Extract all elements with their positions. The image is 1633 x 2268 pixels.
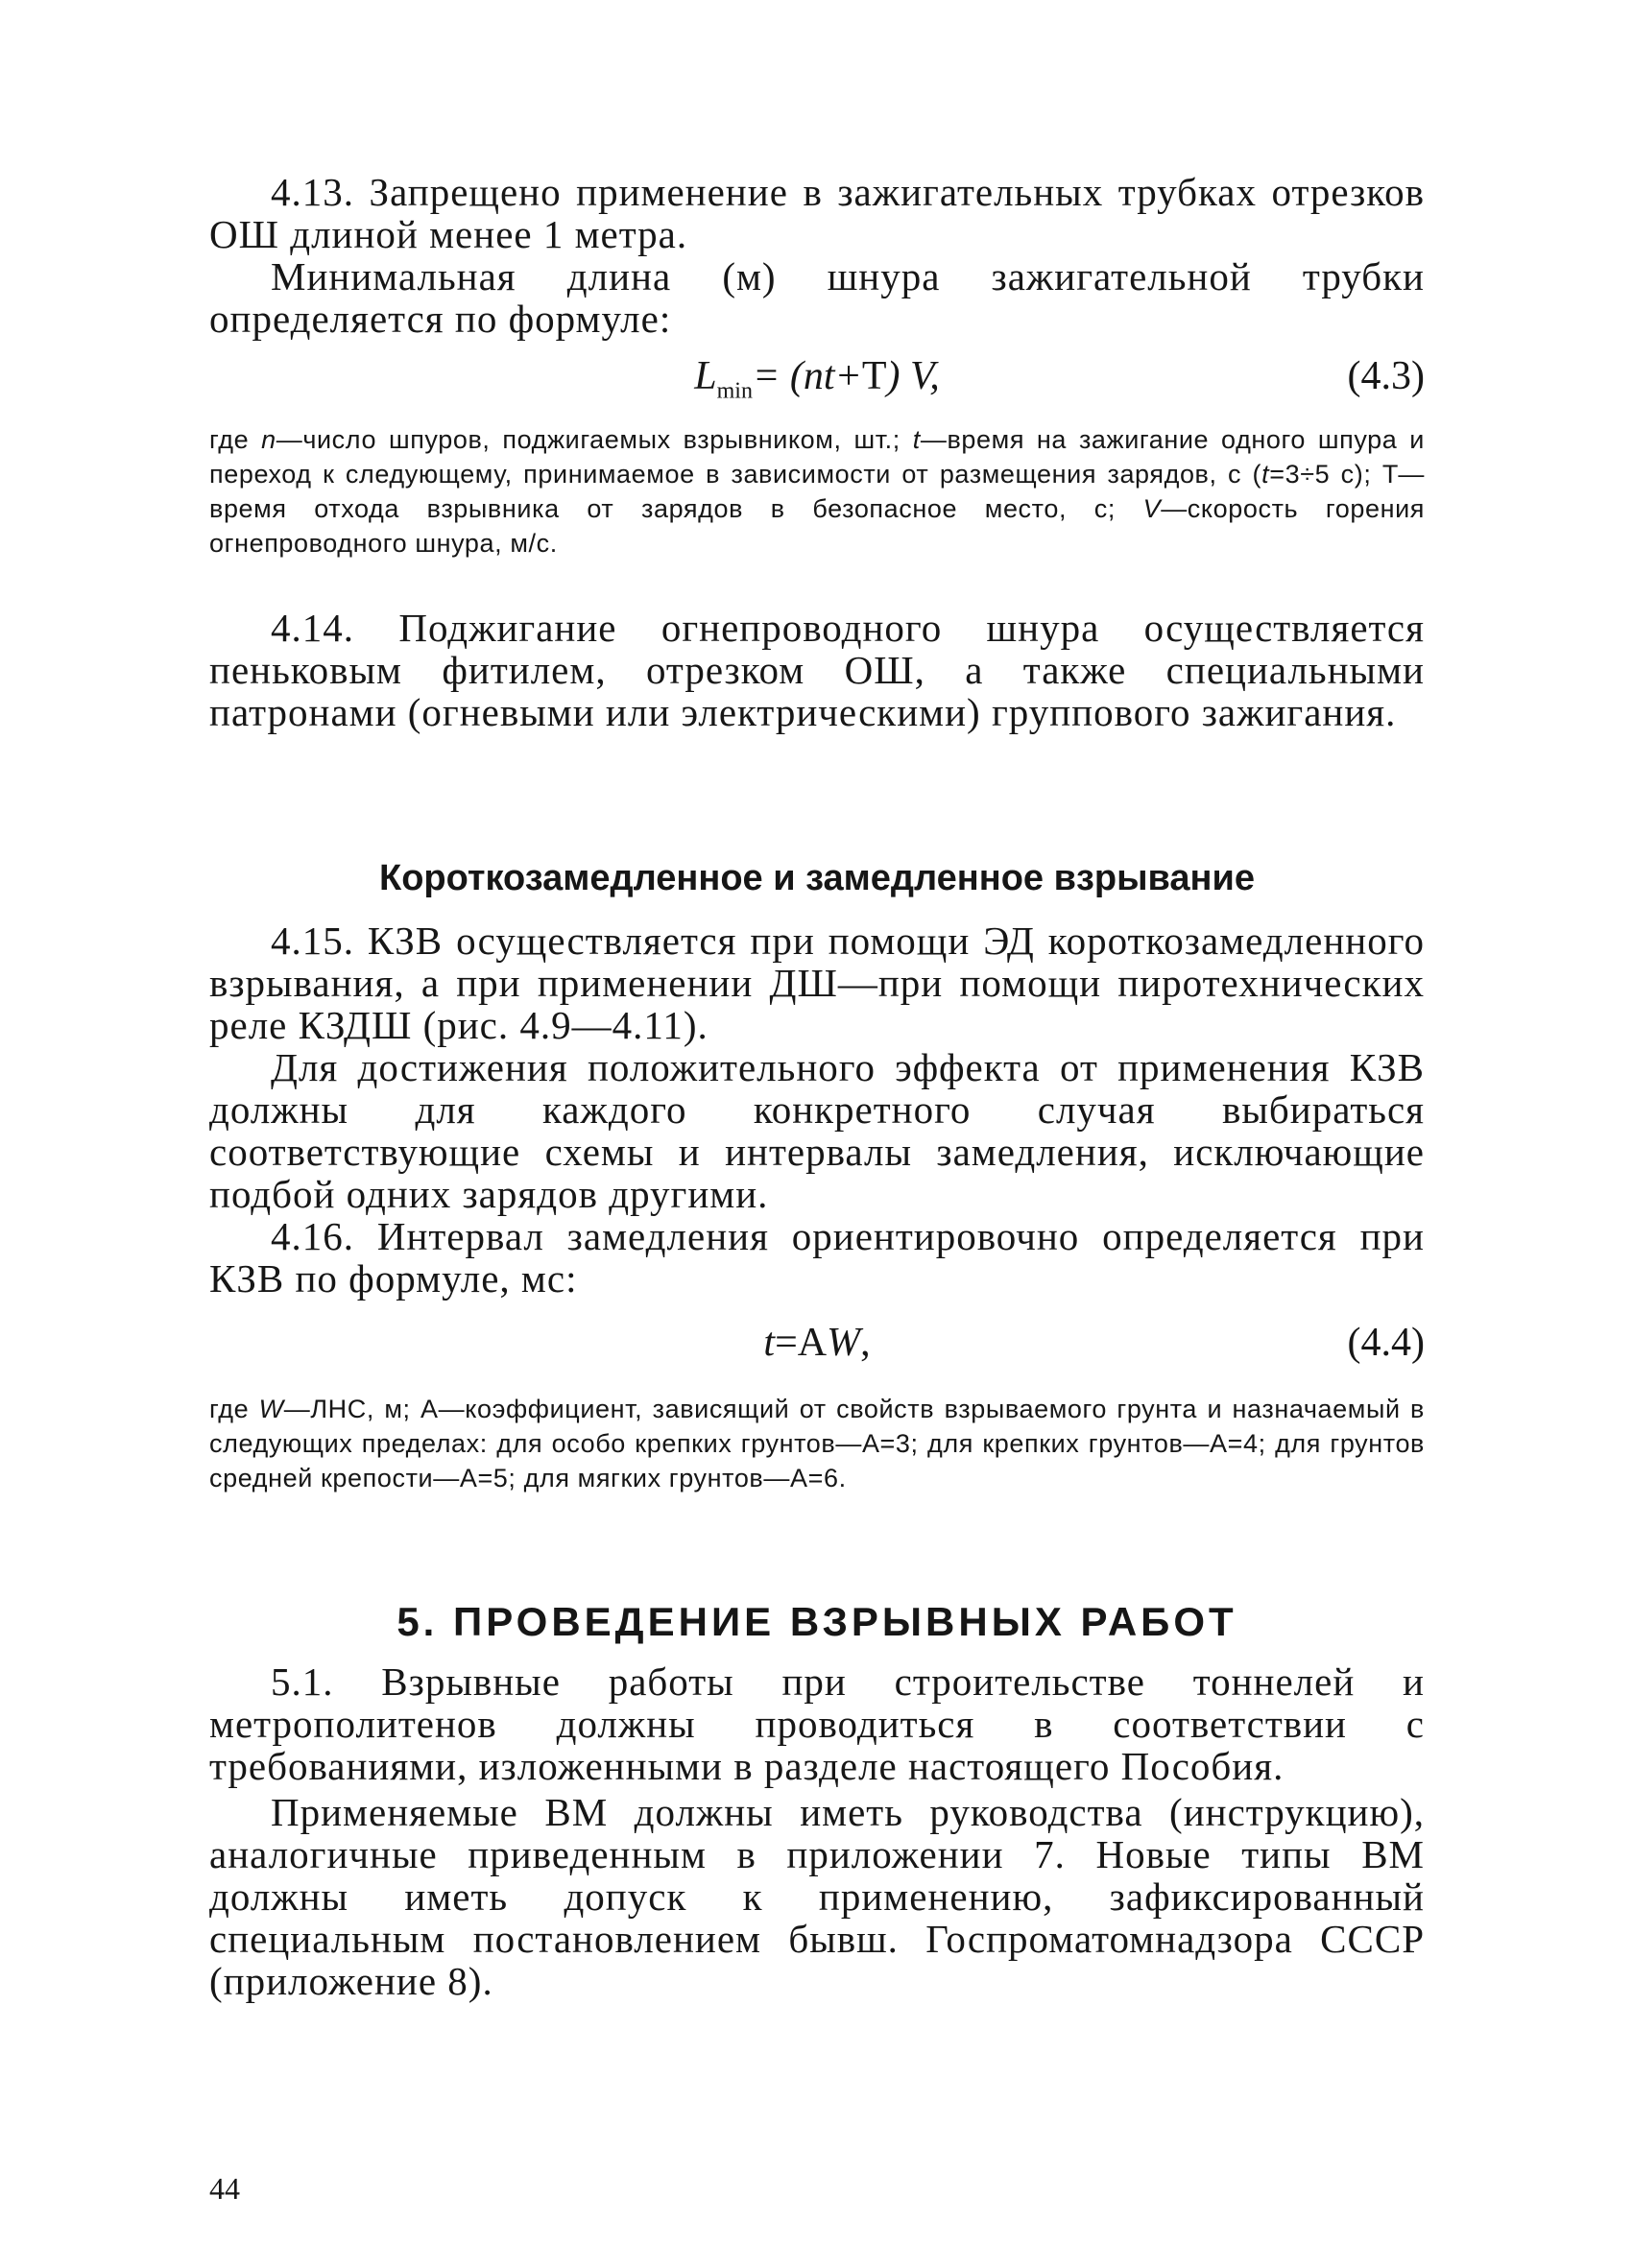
paragraph-5-1 [209,1660,1425,1787]
paragraph-text: 4.13. Запрещено применение в зажигательных трубках отрезков ОШ длиной менее 1 метра. [209,170,1425,256]
paragraph-4-16 [209,1215,1425,1300]
paragraph-text: 4.15. КЗВ осуществляется при помощи ЭД короткозамедленного взрывания, а при применении ДШ—при помощи пиротехнических реле КЗДШ (рис. 4.9—4.11). [209,919,1425,1047]
formula-expression: $L_{min}= (nt+T)$ V, [694,354,940,404]
paragraph-text: 5.1. Взрывные работы при строительстве тоннелей и метрополитенов должны проводиться в соответствии с требованиями, изложенными в разделе настоящего Пособия. [209,1659,1425,1788]
paragraph-min-length [209,255,1425,340]
paragraph-text: 4.16. Интервал замедления ориентировочно определяется при КЗВ по формуле, мс: [209,1214,1425,1301]
section-heading: Короткозамедленное и замедленное взрывание [379,858,1255,898]
formula-4-4 [209,1319,1425,1367]
paragraph-text: Применяемые ВМ должны иметь руководства (инструкцию), аналогичные приведенным в приложении 7. Новые типы ВМ должны иметь допуск к применению, зафиксированный специальным постановлением бывш. Госпроматомнадзора СССР (приложение 8). [209,1790,1425,2003]
paragraph-text: 4.14. Поджигание огнепроводного шнура осуществляется пеньковым фитилем, отрезком ОШ, а также специальными патронами (огневыми или электрическими) группового зажигания. [209,606,1425,734]
note-text: где W—ЛНС, м; А—коэффициент, зависящий от свойств взрываемого грунта и назначаемый в следующих пределах: для особо крепких грунтов—А=3; для крепких грунтов—А=4; для грунтов средней крепости—А=5; для мягких грунтов—А=6. [209,1395,1425,1492]
chapter-heading: 5. ПРОВЕДЕНИЕ ВЗРЫВНЫХ РАБОТ [396,1599,1237,1644]
paragraph-kzv-effect [209,1046,1425,1215]
paragraph-4-13 [209,171,1425,255]
note-4-4 [209,1392,1425,1495]
equation-number: (4.4) [1347,1321,1425,1365]
formula-expression: t=AW, [763,1321,871,1365]
page-number: 44 [209,2171,240,2206]
paragraph-vm [209,1791,1425,2002]
paragraph-text: Для достижения положительного эффекта от применения КЗВ должны для каждого конкретного случая выбираться соответствующие схемы и интервалы замедления, исключающие подбой одних зарядов другими. [209,1045,1425,1216]
paragraph-4-14 [209,607,1425,733]
note-text: где n—число шпуров, поджигаемых взрывником, шт.; t—время на зажигание одного шпура и переход к следующему, принимаемое в зависимости от размещения зарядов, с (t=3÷5 с); Т—время отхода взрывника от зарядов в безопасное место, с; V—скорость горения огнепроводного шнура, м/с. [209,425,1425,558]
equation-number: (4.3) [1347,354,1425,398]
paragraph-text: Минимальная длина (м) шнура зажигательной трубки определяется по формуле: [209,254,1425,341]
paragraph-4-15 [209,919,1425,1046]
formula-4-3 [209,352,1425,404]
note-4-3 [209,422,1425,561]
